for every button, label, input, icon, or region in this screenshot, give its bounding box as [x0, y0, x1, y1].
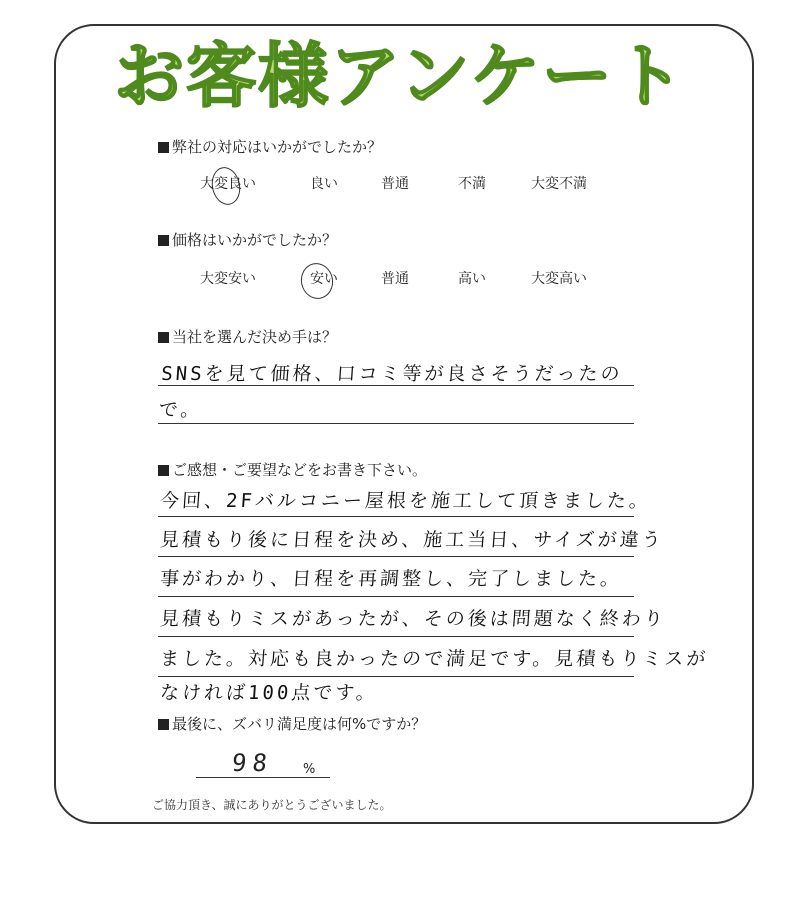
- question-3-label: 当社を選んだ決め手は？: [172, 328, 338, 346]
- satisfaction-unit: %: [303, 762, 316, 777]
- answer-rule: [158, 636, 634, 637]
- answer-rule: [158, 596, 634, 597]
- satisfaction-value: 98: [230, 749, 275, 777]
- question-2-label: 価格はいかがでしたか？: [172, 231, 338, 249]
- question-2: [158, 230, 337, 250]
- q2-option-5: 大変高い: [531, 271, 587, 287]
- q1-option-4: 不満: [458, 176, 486, 192]
- question-4-label: ご感想・ご要望などをお書き下さい。: [172, 461, 428, 479]
- q1-option-1: 大変良い: [200, 176, 256, 192]
- q2-option-1: 大変安い: [200, 271, 256, 287]
- answer-rule: [158, 676, 634, 677]
- question-4: [158, 460, 427, 480]
- square-bullet-icon: [158, 142, 169, 153]
- q2-option-4: 高い: [458, 271, 486, 287]
- square-bullet-icon: [158, 465, 169, 476]
- thanks-message: ご協力頂き、誠にありがとうございました。: [152, 798, 392, 812]
- q3-answer: SNSを見て価格、口コミ等が良さそうだったので。: [157, 363, 624, 421]
- answer-rule: [158, 423, 634, 424]
- question-3: [158, 327, 337, 347]
- square-bullet-icon: [158, 332, 169, 343]
- q4-answer-line-6: なければ100点です。: [159, 682, 379, 704]
- question-5: [158, 714, 426, 734]
- answer-rule: [158, 385, 634, 386]
- square-bullet-icon: [158, 235, 169, 246]
- question-5-label: 最後に、ズバリ満足度は何%ですか？: [172, 715, 427, 733]
- q4-answer-line-4: 見積もりミスがあったが、その後は問題なく終わり: [159, 608, 667, 630]
- q1-option-2: 良い: [310, 176, 338, 192]
- q1-option-3: 普通: [381, 176, 409, 192]
- q2-option-3: 普通: [381, 271, 409, 287]
- answer-rule: [158, 556, 634, 557]
- question-1-label: 弊社の対応はいかがでしたか？: [172, 138, 383, 156]
- q4-answer-line-1: 今回、2Fバルコニー屋根を施工して頂きました。: [159, 490, 652, 512]
- square-bullet-icon: [158, 719, 169, 730]
- q4-answer-line-3: 事がわかり、日程を再調整し、完了しました。: [159, 568, 623, 590]
- q4-answer-line-2: 見積もり後に日程を決め、施工当日、サイズが違う: [159, 529, 665, 551]
- survey-title: お客様アンケート: [114, 35, 686, 117]
- q1-option-5: 大変不満: [531, 176, 587, 192]
- answer-rule: [158, 516, 634, 517]
- q4-answer-line-5: ました。対応も良かったので満足です。見積もりミスが: [159, 648, 710, 670]
- question-1: [158, 137, 382, 157]
- satisfaction-rule: [196, 777, 330, 778]
- q2-option-2: 安い: [310, 271, 338, 287]
